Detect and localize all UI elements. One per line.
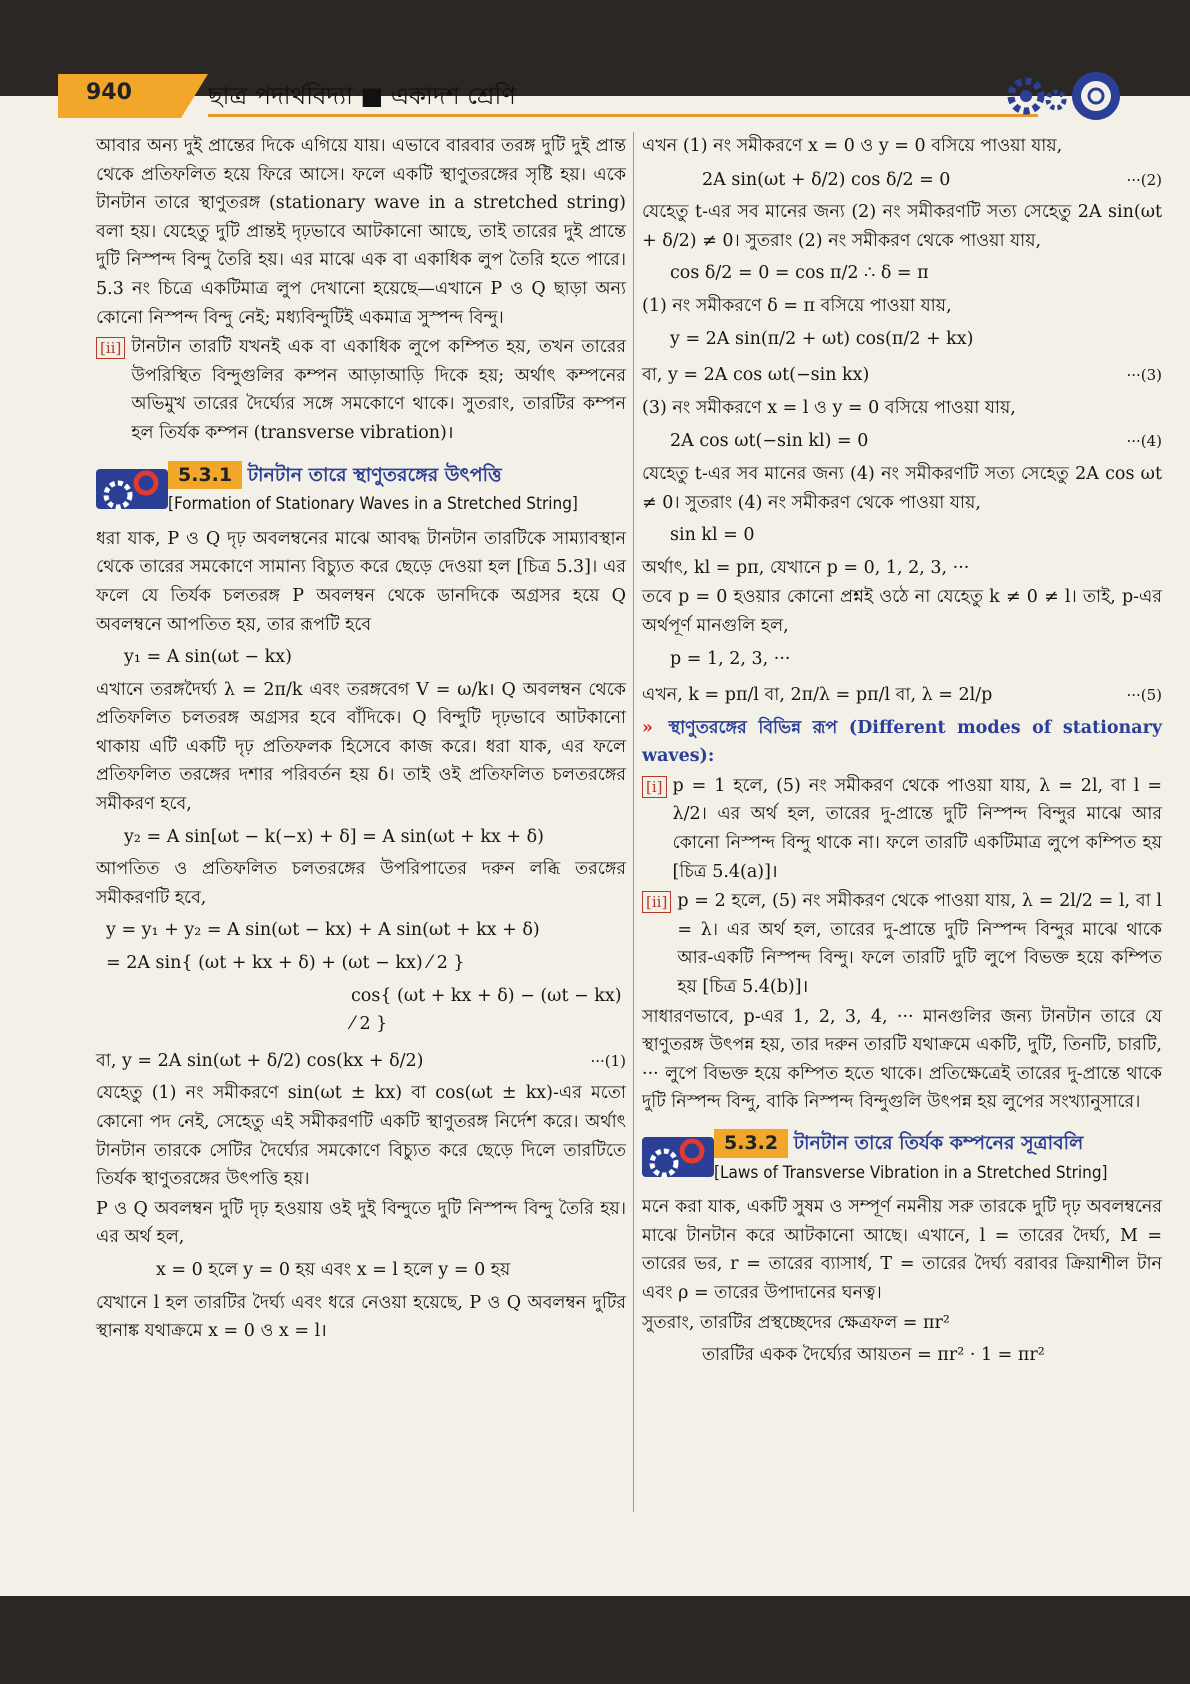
- section-heading: [642, 1129, 1162, 1187]
- section-title-english: [Laws of Transverse Vibration in a Stretched String]: [714, 1162, 1108, 1183]
- section-heading: [96, 461, 626, 519]
- subsection-title-english: (Different modes of stationary waves):: [642, 717, 1163, 767]
- paragraph: সাধারণভাবে, p-এর 1, 2, 3, 4, ··· মানগুলির জন্য টানটান তারে যে স্থাণুতরঙ্গ উৎপন্ন হয়, তার দরুন তারটি যথাক্রমে একটি, দুটি, তিনটি, চারটি, ··· লুপে বিভক্ত হয়ে কম্পিত হতে থাকে। প্রতিক্ষেত্রেই তারের দু-প্রান্তে থাকে দুটি নিস্পন্দ বিন্দু, বাকি নিস্পন্দ বিন্দুগুলি উৎপন্ন হয় লুপের সংখ্যানুসারে।: [642, 1006, 1162, 1113]
- list-marker: [ii]: [96, 337, 125, 359]
- paragraph: এখন (1) নং সমীকরণে x = 0 ও y = 0 বসিয়ে পাওয়া যায়,: [642, 136, 1063, 156]
- paragraph: (1) নং সমীকরণে δ = π বসিয়ে পাওয়া যায়,: [642, 295, 952, 316]
- paragraph: যেখানে l হল তারটির দৈর্ঘ্য এবং ধরে নেওয়া হয়েছে, P ও Q অবলম্বন দুটির স্থানাঙ্ক যথাক্রমে x = 0 ও x = l।: [96, 1292, 626, 1342]
- subsection-heading: [642, 714, 1162, 771]
- section-number: 5.3.2: [714, 1129, 788, 1158]
- paragraph: মনে করা যাক, একটি সুষম ও সম্পূর্ণ নমনীয় সরু তারকে দুটি দৃঢ় অবলম্বনের মাঝে টানটান করে আটকানো আছে। এখানে, l = তারের দৈর্ঘ্য, M = তারের ভর, r = তারের ব্যাসার্ধ, T = তারের দৈর্ঘ্য বরাবর ক্রিয়াশীল টান এবং ρ = তারের উপাদানের ঘনত্ব।: [642, 1197, 1162, 1303]
- paragraph: আপতিত ও প্রতিফলিত চলতরঙ্গের উপরিপাতের দরুন লব্ধি তরঙ্গের সমীকরণটি হবে,: [96, 859, 626, 908]
- equation: p = 1, 2, 3, ···: [670, 648, 791, 669]
- paragraph: P ও Q অবলম্বন দুটি দৃঢ় হওয়ায় ওই দুই বিন্দুতে দুটি নিস্পন্দ বিন্দু তৈরি হয়। এর অর্থ হল,: [96, 1198, 626, 1248]
- equation-number: ···(5): [1126, 686, 1162, 705]
- equation-row: [642, 357, 1162, 394]
- paragraph: p = 1 হলে, (5) নং সমীকরণ থেকে পাওয়া যায়, λ = 2l, বা l = λ/2। এর অর্থ হল, তারের দু-প্রান্তে দুটি নিস্পন্দ বিন্দুর মাঝে আর কোনো নিস্পন্দ বিন্দু থাকে না। ফলে তারটি একটিমাত্র লুপে কম্পিত হয় [চিত্র 5.4(a)]।: [672, 775, 1162, 882]
- equation: 2A cos ωt(−sin kl) = 0: [670, 431, 869, 452]
- left-column: [96, 132, 626, 1347]
- equation: বা, y = 2A sin(ωt + δ/2) cos(kx + δ/2): [96, 1050, 424, 1071]
- equation-number: ···(4): [1126, 432, 1162, 451]
- equation: x = 0 হলে y = 0 হয় এবং x = l হলে y = 0 হয়: [156, 1259, 511, 1280]
- paragraph: ধরা যাক, P ও Q দৃঢ় অবলম্বনের মাঝে আবদ্ধ টানটান তারটিকে সাম্যাবস্থান থেকে তারের সমকোণে সামান্য বিচ্যুত করে ছেড়ে দেওয়া হল [চিত্র 5.3]। এর ফলে যে তির্যক চলতরঙ্গ P অবলম্বন থেকে ডানদিকে অগ্রসর হয়ে Q অবলম্বনে আপতিত হয়, তার রূপটি হবে: [96, 528, 626, 635]
- equation: y₂ = A sin[ωt − k(−x) + δ] = A sin(ωt + kx + δ): [124, 826, 544, 847]
- section-title: টানটান তারে তির্যক কম্পনের সূত্রাবলি: [793, 1132, 1084, 1154]
- paragraph: তবে p = 0 হওয়ার কোনো প্রশ্নই ওঠে না যেহেতু k ≠ 0 ≠ l। তাই, p-এর অর্থপূর্ণ মানগুলি হল,: [642, 587, 1162, 636]
- paragraph: সুতরাং, তারটির প্রস্থচ্ছেদের ক্ষেত্রফল = πr²: [642, 1312, 950, 1333]
- list-item: [642, 887, 1162, 1002]
- equation-number: ···(3): [1126, 366, 1162, 385]
- section-title: টানটান তারে স্থাণুতরঙ্গের উৎপত্তি: [247, 463, 502, 486]
- list-marker: [i]: [642, 776, 667, 798]
- equation: y = 2A sin(π/2 + ωt) cos(π/2 + kx): [670, 328, 974, 349]
- equation: cos δ/2 = 0 = cos π/2 ∴ δ = π: [670, 263, 929, 284]
- equation: y = y₁ + y₂ = A sin(ωt − kx) + A sin(ωt + kx + δ): [106, 920, 540, 941]
- list-item: [96, 333, 626, 448]
- section-title-english: [Formation of Stationary Waves in a Stretched String]: [168, 494, 578, 515]
- paragraph: টানটান তারটি যখনই এক বা একাধিক লুপে কম্পিত হয়, তখন তারের উপরিস্থিত বিন্দুগুলির কম্পন আড়াআড়ি দিকে হয়; অর্থাৎ কম্পনের অভিমুখ তারের দৈর্ঘ্যের সঙ্গে সমকোণে থাকে। সুতরাং, তারটির কম্পন হল তির্যক কম্পন (transverse vibration)।: [131, 337, 626, 443]
- equation-row: [642, 677, 1162, 714]
- paragraph: যেহেতু t-এর সব মানের জন্য (2) নং সমীকরণটি সত্য সেহেতু 2A sin(ωt + δ/2) ≠ 0। সুতরাং (2) নং সমীকরণ থেকে পাওয়া যায়,: [642, 202, 1162, 251]
- paragraph: এখানে তরঙ্গদৈর্ঘ্য λ = 2π/k এবং তরঙ্গবেগ V = ω/k। Q অবলম্বন থেকে প্রতিফলিত চলতরঙ্গ অগ্রসর হবে বাঁদিকে। Q বিন্দুটি দৃঢ়ভাবে আটকানো থাকায় এটি একটি দৃঢ় প্রতিফলক হিসেবে কাজ করে। ধরা যাক, এর ফলে প্রতিফলিত তরঙ্গের দশার পরিবর্তন হয় δ। তাই ওই প্রতিফলিত চলতরঙ্গের সমীকরণ হবে,: [96, 679, 626, 815]
- header-rule: [208, 114, 1038, 117]
- equation: cos{ (ωt + kx + δ) − (ωt − kx) ⁄ 2 }: [351, 985, 622, 1035]
- paragraph: p = 2 হলে, (5) নং সমীকরণ থেকে পাওয়া যায়, λ = 2l/2 = l, বা l = λ। এর অর্থ হল, তারের দু-প্রান্তে দুটি নিস্পন্দ বিন্দুর মাঝে থাকে আর-একটি নিস্পন্দ বিন্দু। ফলে তারটি দুটি লুপে বিভক্ত হয়ে কম্পিত হয় [চিত্র 5.4(b)]।: [677, 891, 1162, 998]
- paragraph: আবার অন্য দুই প্রান্তের দিকে এগিয়ে যায়। এভাবে বারবার তরঙ্গ দুটি দুই প্রান্ত থেকে প্রতিফলিত হয়ে ফিরে আসে। ফলে একটি স্থাণুতরঙ্গের সৃষ্টি হয়। একে টানটান তারে স্থাণুতরঙ্গ (stationary wave in a stretched string) বলা হয়। যেহেতু দুটি প্রান্তই দৃঢ়ভাবে আটকানো আছে, তাই তারের দুই প্রান্তে দুটি নিস্পন্দ বিন্দু তৈরি হয়। এর মাঝে এক বা একাধিক লুপ তৈরি হতে পারে। 5.3 নং চিত্রে একটিমাত্র লুপ দেখানো হয়েছে—এখানে P ও Q ছাড়া অন্য কোনো নিস্পন্দ বিন্দু নেই; মধ্যবিন্দুটিই একমাত্র সুস্পন্দ বিন্দু।: [96, 136, 626, 328]
- equation: তারটির একক দৈর্ঘ্যের আয়তন = πr² · 1 = πr²: [702, 1345, 1045, 1366]
- gears-icon: [998, 66, 1128, 126]
- page-number-tab: [58, 74, 208, 118]
- equation: 2A sin(ωt + δ/2) cos δ/2 = 0: [702, 169, 951, 190]
- gear-icon: [642, 1129, 714, 1185]
- page-number: 940: [86, 80, 132, 105]
- gear-icon: [96, 461, 168, 517]
- section-number: 5.3.1: [168, 461, 242, 490]
- equation: y₁ = A sin(ωt − kx): [124, 647, 292, 668]
- equation: = 2A sin{ (ωt + kx + δ) + (ωt − kx) ⁄ 2 }: [106, 953, 465, 974]
- equation-number: ···(1): [590, 1051, 626, 1070]
- paragraph: যেহেতু t-এর সব মানের জন্য (4) নং সমীকরণটি সত্য সেহেতু 2A cos ωt ≠ 0। সুতরাং (4) নং সমীকরণ থেকে পাওয়া যায়,: [642, 463, 1162, 513]
- paragraph: (3) নং সমীকরণে x = l ও y = 0 বসিয়ে পাওয়া যায়,: [642, 397, 1016, 418]
- column-divider: [633, 132, 634, 1512]
- list-item: [642, 772, 1162, 887]
- equation: বা, y = 2A cos ωt(−sin kx): [642, 365, 870, 386]
- equation: এখন, k = pπ/l বা, 2π/λ = pπ/l বা, λ = 2l/p: [642, 685, 993, 706]
- page-header: [58, 70, 1188, 120]
- equation-row: [642, 423, 1162, 460]
- chevron-right-icon: »: [642, 717, 653, 738]
- equation-number: ···(2): [1126, 170, 1162, 189]
- equation: sin kl = 0: [670, 525, 755, 546]
- list-marker: [ii]: [642, 891, 671, 913]
- subsection-title: স্থাণুতরঙ্গের বিভিন্ন রূপ: [668, 717, 838, 738]
- book-title: ছাত্ৰ পদার্থবিদ্যা ■ একাদশ শ্রেণি: [208, 82, 516, 110]
- right-column: [642, 132, 1162, 1374]
- paragraph: অর্থাৎ, kl = pπ, যেখানে p = 0, 1, 2, 3, ···: [642, 557, 970, 578]
- equation-row: [96, 1043, 626, 1080]
- paragraph: যেহেতু (1) নং সমীকরণে sin(ωt ± kx) বা cos(ωt ± kx)-এর মতো কোনো পদ নেই, সেহেতু এই সমীকরণটি একটি স্থাণুতরঙ্গ নির্দেশ করে। অর্থাৎ টানটান তারকে সেটির দৈর্ঘ্যের সমকোণে বিচ্যুত করে ছেড়ে দিলে তারটিতে তির্যক স্থাণুতরঙ্গের উৎপত্তি হয়।: [96, 1083, 626, 1190]
- equation-row: [642, 162, 1162, 199]
